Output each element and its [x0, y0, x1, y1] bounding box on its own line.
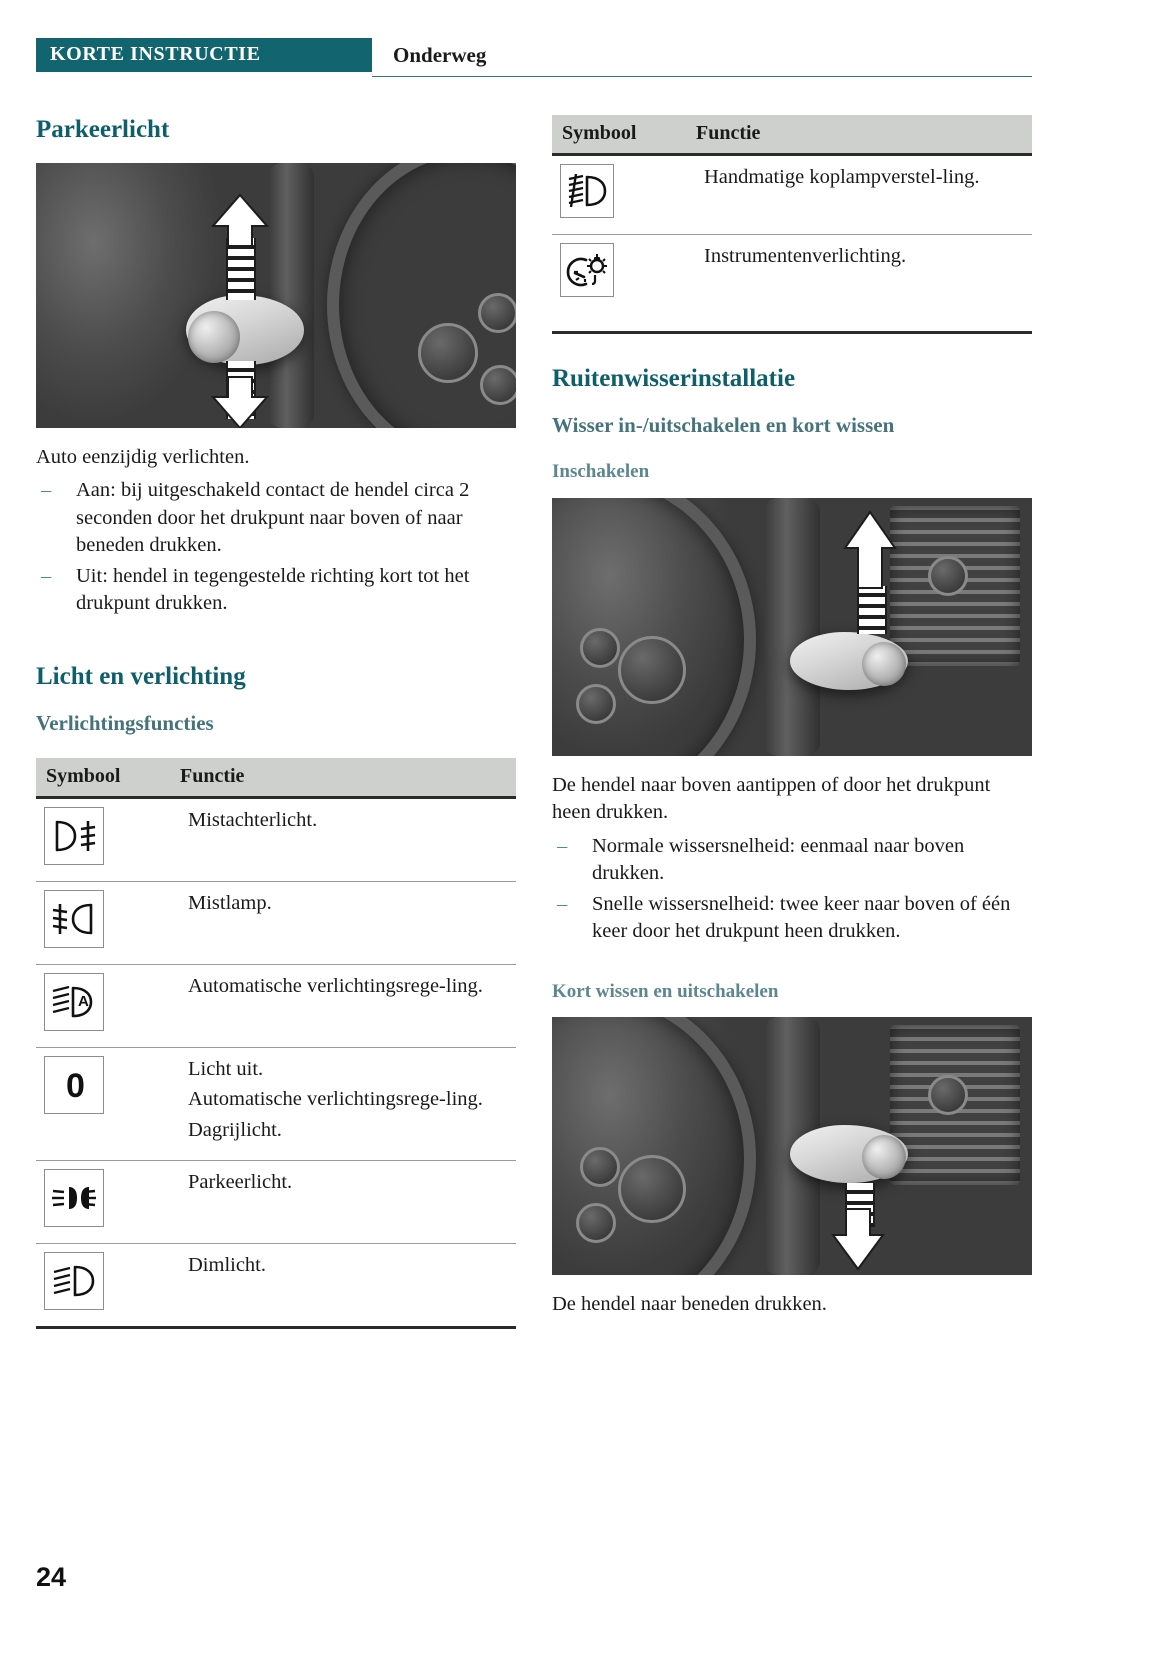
low-beam-icon	[44, 1252, 104, 1310]
cell-text: Mistachterlicht.	[188, 808, 318, 831]
list-item	[36, 563, 516, 618]
wheel-button-lower	[576, 684, 616, 724]
wheel-button-large	[618, 1155, 686, 1223]
wiper-stalk-knob	[862, 642, 906, 686]
wheel-button-upper	[478, 293, 516, 333]
list-item-text: Aan: bij uitgeschakeld contact de hendel circa 2 seconden door het drukpunt naar boven of naar beneden drukken.	[76, 479, 470, 556]
steering-column	[764, 498, 820, 756]
header-divider	[372, 76, 1032, 77]
arrow-ladder-up	[857, 586, 887, 634]
wisser-inschakelen-foto	[552, 498, 1032, 756]
table-row	[36, 1243, 516, 1327]
page-header	[0, 0, 1165, 92]
list-item-text: Uit: hendel in tegengestelde richting kort tot het drukpunt drukken.	[76, 565, 470, 615]
arrow-down-icon	[210, 375, 270, 428]
subsection-heading-wisser-in-uitschakelen: Wisser in-/uitschakelen en kort wissen	[552, 413, 895, 437]
cell-text: Mistlamp.	[188, 891, 272, 914]
vent-adjuster-knob	[928, 556, 968, 596]
light-stalk-knob	[188, 311, 240, 363]
dash-marker: –	[557, 893, 568, 915]
parking-light-icon	[44, 1169, 104, 1227]
cell-text: Licht uit.	[188, 1057, 264, 1080]
kort-wissen-foto	[552, 1017, 1032, 1275]
table-bottom-rule	[552, 331, 1032, 334]
table-row	[36, 881, 516, 964]
wheel-button-lower	[576, 1203, 616, 1243]
subsection-heading-verlichtingsfuncties: Verlichtingsfuncties	[36, 710, 214, 735]
section-heading-ruitenwisserinstallatie: Ruitenwisserinstallatie	[552, 365, 796, 392]
lights-off-zero-icon	[44, 1056, 104, 1114]
arrow-up-icon	[842, 510, 898, 590]
subsection-heading-kort-wissen-en-uitschakelen: Kort wissen en uitschakelen	[552, 980, 779, 1002]
front-fog-lamp-icon	[44, 890, 104, 948]
table-row	[552, 235, 1032, 314]
table-row	[36, 964, 516, 1047]
cell-text: Dagrijlicht.	[188, 1119, 282, 1142]
cell-text: Handmatige koplampverstel-ling.	[704, 166, 980, 188]
svg-text:0: 0	[66, 1066, 85, 1104]
dash-marker: –	[41, 479, 52, 502]
wiper-stalk-knob	[862, 1135, 906, 1179]
wheel-button-upper	[580, 628, 620, 668]
wheel-button-large	[618, 636, 686, 704]
kort-wissen-caption: De hendel naar beneden drukken.	[552, 1293, 827, 1316]
cell-text: Automatische verlichtingsrege-ling.	[188, 1088, 483, 1111]
vent-adjuster-knob	[928, 1075, 968, 1115]
header-chapter-title: Onderweg	[393, 43, 487, 67]
column-header-symbool: Symbool	[36, 758, 170, 798]
rear-fog-light-icon	[44, 807, 104, 865]
list-item	[552, 833, 1032, 888]
cell-text: Automatische verlichtingsrege-ling.	[188, 974, 483, 997]
table-row	[552, 155, 1032, 235]
dash-marker: –	[557, 834, 568, 857]
header-brand-band	[36, 38, 372, 72]
arrow-up-icon	[210, 193, 270, 248]
cell-text: Dimlicht.	[188, 1253, 267, 1276]
inschakelen-intro: De hendel naar boven aantippen of door het drukpunt heen drukken.	[552, 774, 991, 824]
list-item-text: Snelle wissersnelheid: twee keer naar boven of één keer door het drukpunt heen drukken.	[592, 893, 1011, 943]
verlichtingsfuncties-table	[36, 758, 516, 1329]
table-header-row	[36, 758, 516, 798]
subsection-heading-inschakelen: Inschakelen	[552, 461, 650, 483]
steering-column	[268, 163, 314, 428]
dash-marker: –	[41, 565, 52, 587]
arrow-down-icon	[830, 1207, 886, 1271]
wheel-button-upper	[580, 1147, 620, 1187]
right-column	[552, 115, 1032, 1325]
section-heading-parkeerlicht: Parkeerlicht	[36, 116, 170, 143]
cell-text: Instrumentenverlichting.	[704, 245, 907, 267]
inschakelen-bullet-list	[552, 833, 1032, 946]
left-column	[36, 115, 516, 1329]
automatic-headlight-control-icon	[44, 973, 104, 1031]
cell-text: Parkeerlicht.	[188, 1170, 293, 1193]
column-header-functie: Functie	[686, 115, 1032, 155]
table-row	[36, 797, 516, 881]
list-item	[552, 891, 1032, 946]
table-row	[36, 1160, 516, 1243]
parkeerlicht-hendel-foto	[36, 163, 516, 428]
column-header-symbool: Symbool	[552, 115, 686, 155]
list-item-text: Normale wissersnelheid: eenmaal naar boven drukken.	[592, 834, 965, 884]
list-item	[36, 477, 516, 559]
instrument-lighting-icon	[560, 243, 614, 297]
table-header-row	[552, 115, 1032, 155]
wheel-button-large	[418, 323, 478, 383]
wheel-button-lower	[480, 365, 516, 405]
parkeerlicht-intro: Auto eenzijdig verlichten.	[36, 446, 250, 468]
svg-text:A: A	[78, 992, 89, 1010]
column-header-functie: Functie	[170, 758, 516, 798]
section-heading-licht-en-verlichting: Licht en verlichting	[36, 662, 246, 690]
manual-headlight-range-icon	[560, 164, 614, 218]
header-band-label: KORTE INSTRUCTIE	[50, 43, 261, 65]
parkeerlicht-bullet-list	[36, 477, 516, 617]
table-row	[36, 1047, 516, 1160]
page-number: 24	[36, 1562, 67, 1592]
verlichtingsfuncties-table-continued	[552, 115, 1032, 313]
